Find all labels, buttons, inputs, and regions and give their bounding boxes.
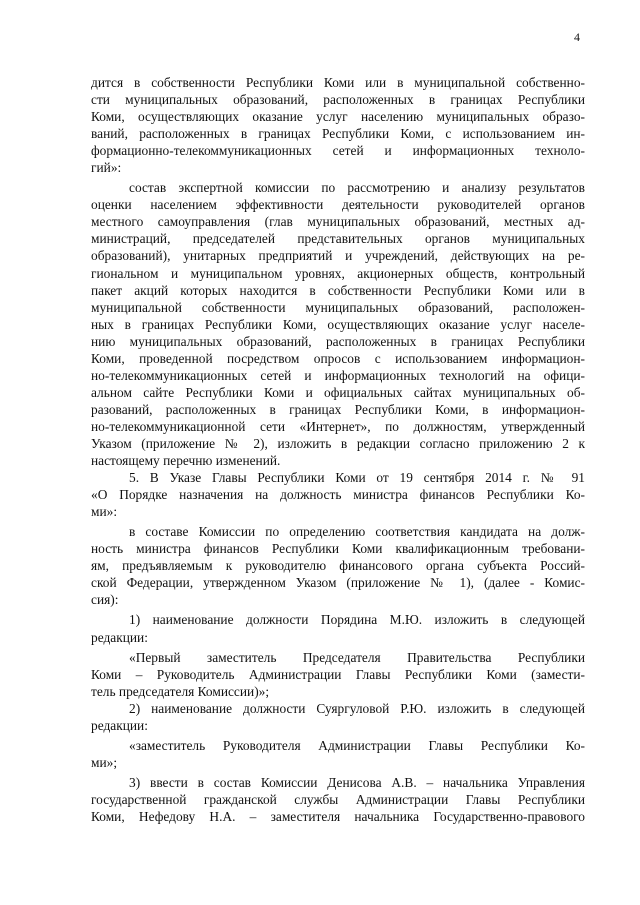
text-line: но-телекоммуникационных сетей и информационных технологий на офици- <box>91 367 585 383</box>
text-line: ность министра финансов Республики Коми квалификационным требовани- <box>91 541 585 557</box>
text-line: ми»: <box>91 504 118 520</box>
paragraph-subitem-3 <box>91 774 585 825</box>
text-line: министраций, председателей представительных органов муниципальных <box>91 231 585 247</box>
text-line: ям, предъявляемым к руководителю финансового органа субъекта Россий- <box>91 558 585 574</box>
text-line: ми»; <box>91 754 118 770</box>
text-line: государственной гражданской службы Администрации Главы Республики <box>91 791 585 807</box>
text-line: редакции: <box>91 717 148 733</box>
text-line: муниципальной собственности муниципальных образований, расположен- <box>91 299 585 315</box>
page-number: 4 <box>574 30 580 44</box>
text-line: 3) ввести в состав Комиссии Денисова А.В. – начальника Управления <box>129 774 585 790</box>
text-line: гий»: <box>91 160 122 176</box>
text-line: в составе Комиссии по определению соответствия кандидата на долж- <box>129 524 585 540</box>
text-line: 5. В Указе Главы Республики Коми от 19 сентября 2014 г. № 91 <box>129 470 585 486</box>
text-line: «О Порядке назначения на должность министра финансов Республики Ко- <box>91 487 585 503</box>
text-line: образований), унитарных предприятий и учреждений, действующих на ре- <box>91 248 585 264</box>
text-line: ных в границах Республики Коми, осуществляющих оказание услуг населе- <box>91 316 585 332</box>
text-line: гиональном и муниципальном уровнях, акционерных обществ, контрольный <box>91 265 585 281</box>
text-line: но-телекоммуникационной сети «Интернет», по должностям, утвержденный <box>91 418 585 434</box>
text-line: оценки населением эффективности деятельности руководителей органов <box>91 197 585 213</box>
text-line: пакет акций которых находится в собственности Республики Коми или в <box>91 282 585 298</box>
text-line: дится в собственности Республики Коми или в муниципальной собственно- <box>91 75 585 90</box>
text-line: разований, расположенных в границах Республики Коми, в информацион- <box>91 401 585 417</box>
text-line: «Первый заместитель Председателя Правительства Республики <box>129 649 585 665</box>
text-line: Коми, проведенной посредством опросов с использованием информацион- <box>91 350 585 366</box>
text-line: сия): <box>91 592 119 608</box>
text-line: редакции: <box>91 629 148 645</box>
paragraph-item-5 <box>91 469 585 520</box>
text-line: Коми, Нефедову Н.А. – заместителя начальника Государственно-правового <box>91 808 585 824</box>
text-line: местного самоуправления (глав муниципальных образований, местных ад- <box>91 214 585 230</box>
text-line: формационно-телекоммуникационных сетей и информационных техноло- <box>91 143 585 159</box>
text-line: состав экспертной комиссии по рассмотрению и анализу результатов <box>129 180 585 196</box>
paragraph-expert-commission <box>91 179 585 469</box>
text-line: альном сайте Республики Коми и официальных сайтах муниципальных об- <box>91 384 585 400</box>
paragraph-quote-1 <box>91 649 585 700</box>
paragraph-commission-composition <box>91 523 585 608</box>
text-line: ваний, расположенных в границах Республики Коми, с использованием ин- <box>91 126 585 142</box>
text-line: тель председателя Комиссии)»; <box>91 683 270 699</box>
text-line: Коми, осуществляющих оказание услуг населению муниципальных образо- <box>91 109 585 125</box>
text-line: нию муниципальных образований, расположенных в границах Республики <box>91 333 585 349</box>
text-line: ской Федерации, утвержденном Указом (приложение № 1), (далее - Комис- <box>91 575 585 591</box>
paragraph-subitem-2 <box>91 700 585 734</box>
paragraph-continuation <box>91 74 585 176</box>
text-line: 2) наименование должности Суяргуловой Р.Ю. изложить в следующей <box>129 700 585 716</box>
text-line: настоящему перечню изменений. <box>91 453 281 469</box>
paragraph-subitem-1 <box>91 611 585 645</box>
text-line: Указом (приложение № 2), изложить в редакции согласно приложению 2 к <box>91 435 585 451</box>
document-body <box>91 74 585 825</box>
paragraph-quote-2 <box>91 737 585 771</box>
text-line: сти муниципальных образований, расположенных в границах Республики <box>91 92 585 108</box>
text-line: 1) наименование должности Порядина М.Ю. изложить в следующей <box>129 612 585 628</box>
text-line: «заместитель Руководителя Администрации Главы Республики Ко- <box>129 737 585 753</box>
text-line: Коми – Руководитель Администрации Главы Республики Коми (замести- <box>91 666 585 682</box>
